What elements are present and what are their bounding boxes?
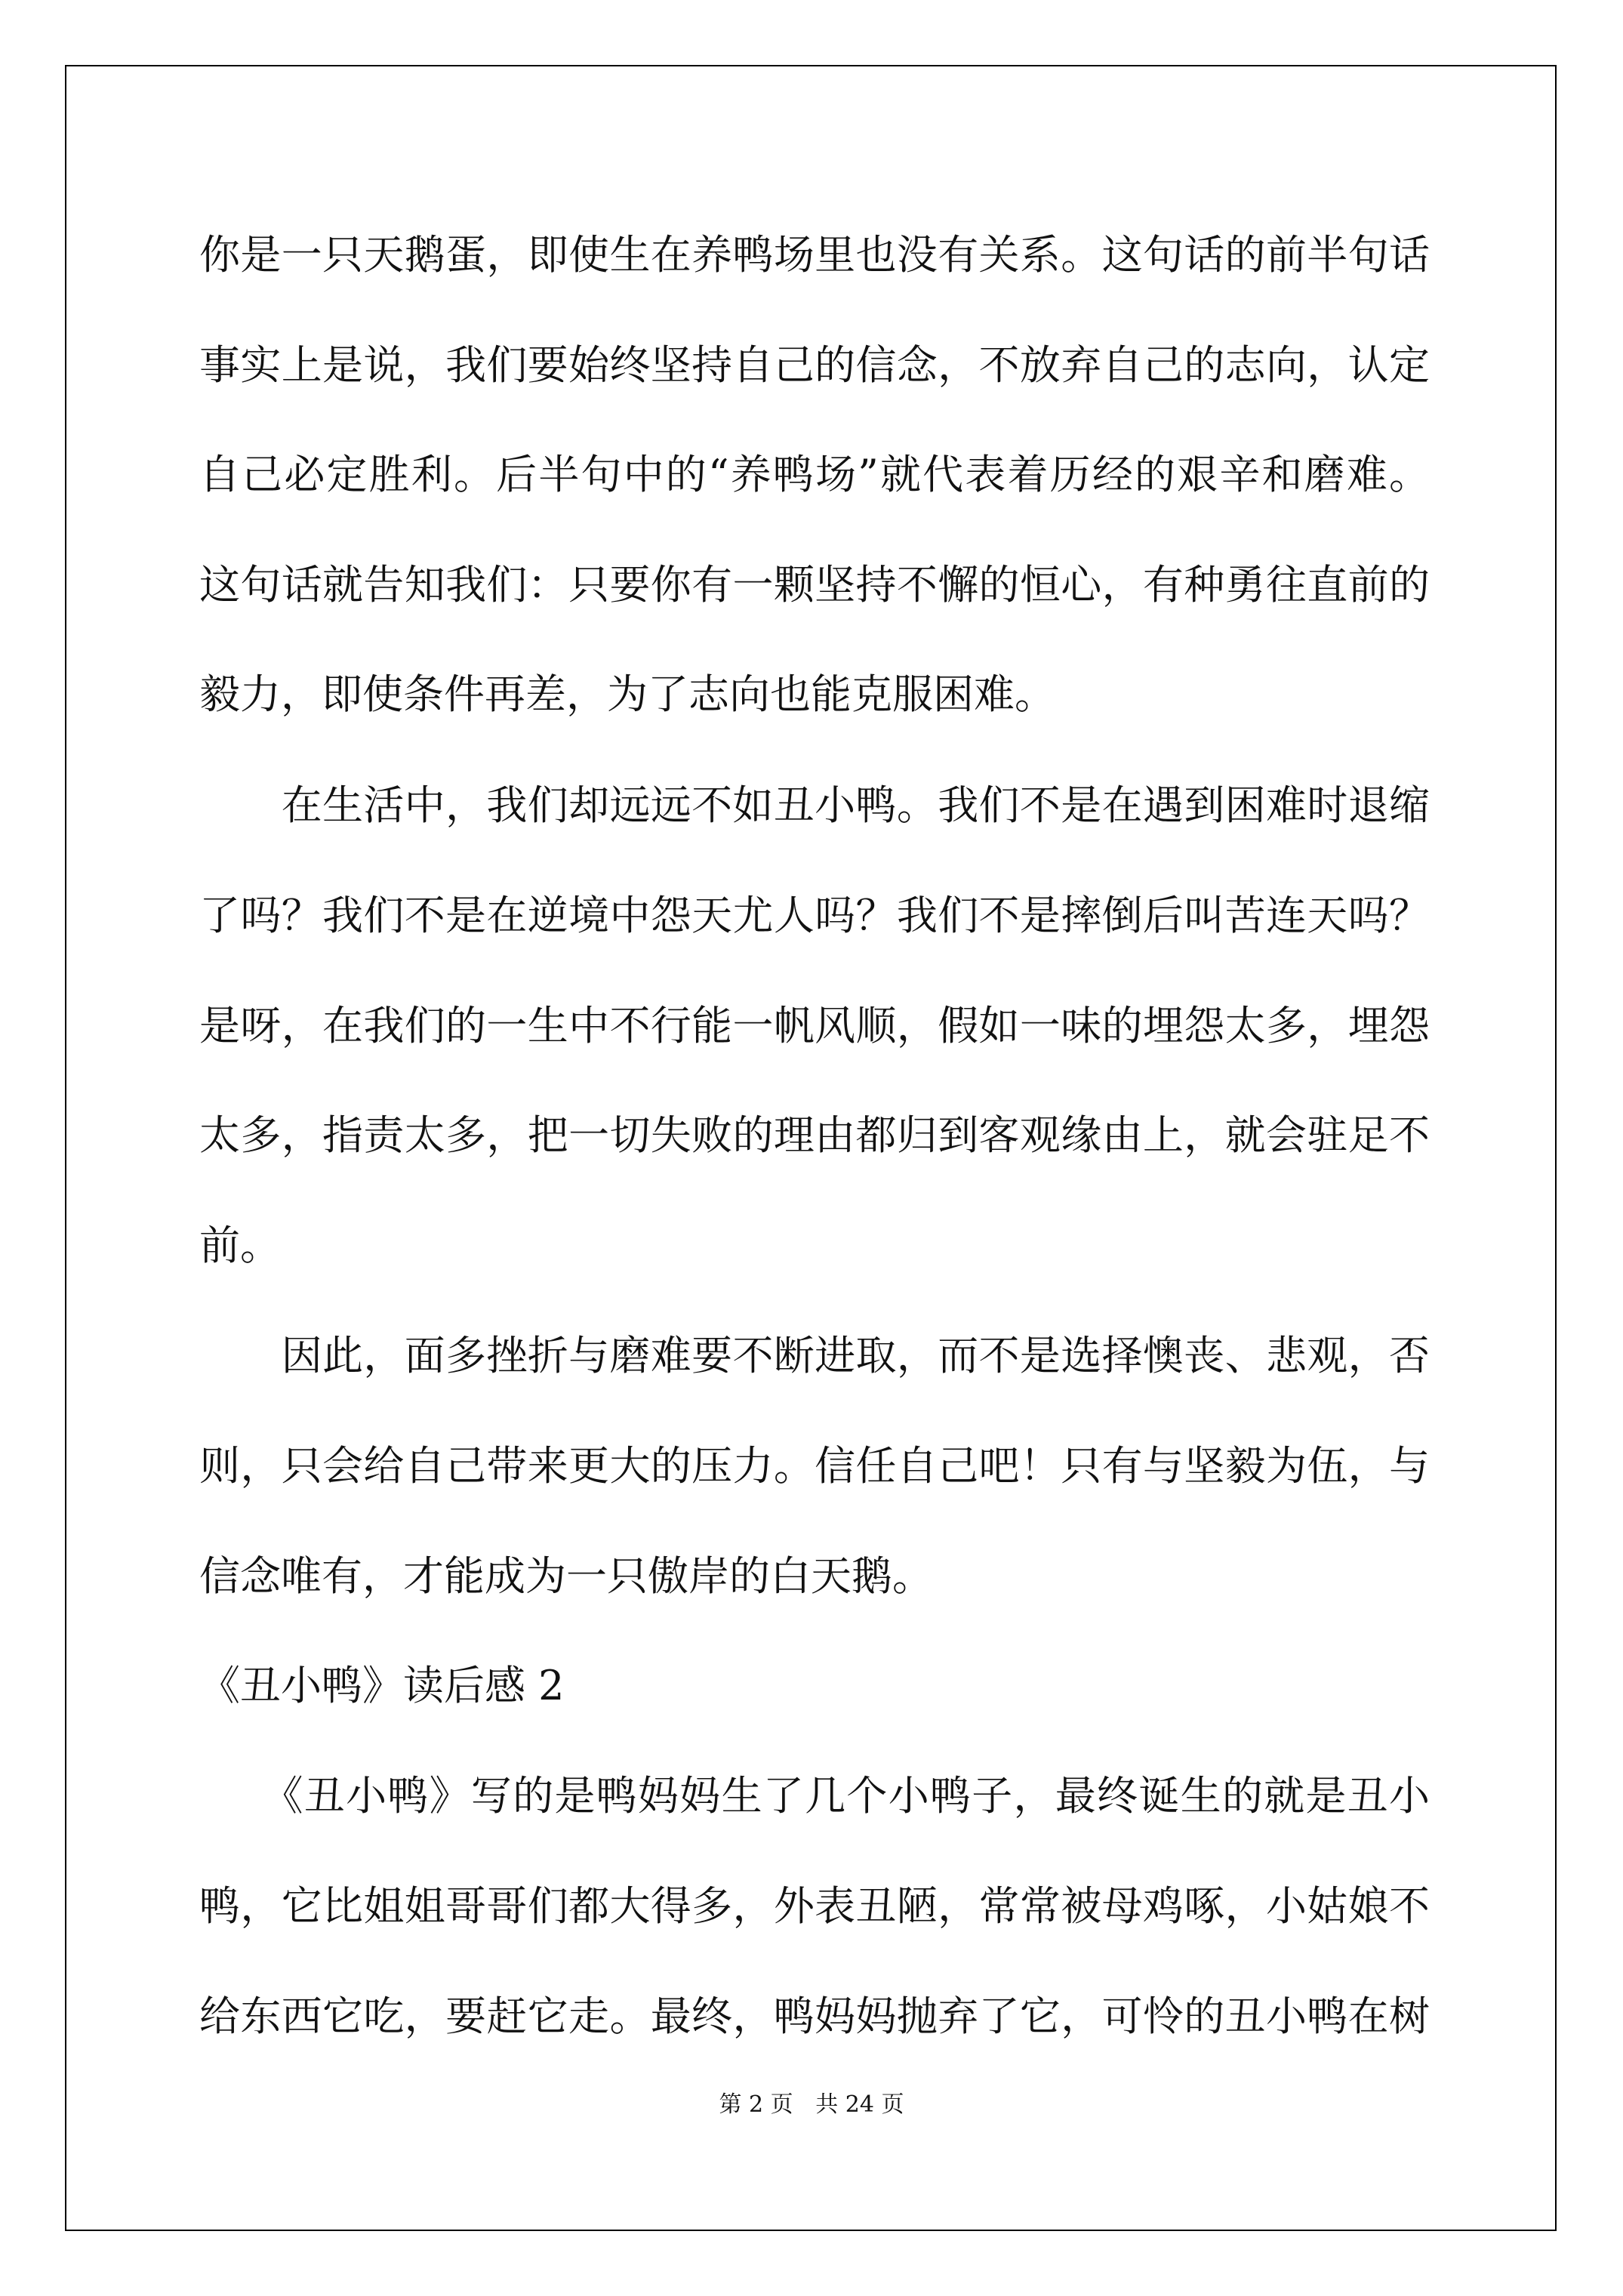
text-line: 信念唯有，才能成为一只傲岸的白天鹅。	[199, 1552, 933, 1600]
text-line: 太多，指责太多，把一切失败的理由都归到客观缘由上，就会驻足不	[199, 1111, 1430, 1159]
text-line: 《丑小鸭》写的是鸭妈妈生了几个小鸭子，最终诞生的就是丑小	[199, 1772, 1430, 1820]
text-line: 因此，面多挫折与磨难要不断进取，而不是选择懊丧、悲观，否	[199, 1332, 1430, 1379]
section-heading: 《丑小鸭》读后感 2	[199, 1662, 565, 1709]
page-total: 共 24 页	[815, 2091, 904, 2118]
text-line: 则，只会给自己带来更大的压力。信任自己吧！只有与坚毅为伍，与	[199, 1442, 1430, 1490]
text-line: 这句话就告知我们：只要你有一颗坚持不懈的恒心，有种勇往直前的	[199, 561, 1430, 609]
page-footer	[0, 2090, 1623, 2120]
text-line: 是呀，在我们的一生中不行能一帆风顺，假如一味的埋怨太多，埋怨	[199, 1002, 1430, 1049]
text-line: 在生活中，我们却远远不如丑小鸭。我们不是在遇到困难时退缩	[199, 781, 1430, 829]
text-line: 事实上是说，我们要始终坚持自己的信念，不放弃自己的志向，认定	[199, 341, 1430, 389]
text-line: 自己必定胜利。后半句中的“养鸭场”就代表着历经的艰辛和磨难。	[199, 451, 1430, 498]
text-line: 鸭，它比姐姐哥哥们都大得多，外表丑陋，常常被母鸡啄，小姑娘不	[199, 1882, 1430, 1930]
page-number: 第 2 页	[719, 2091, 793, 2118]
text-line: 毅力，即使条件再差，为了志向也能克服困难。	[199, 670, 1055, 718]
text-line: 前。	[199, 1222, 281, 1269]
text-line: 了吗？我们不是在逆境中怨天尤人吗？我们不是摔倒后叫苦连天吗？	[199, 892, 1430, 939]
text-line: 你是一只天鹅蛋，即使生在养鸭场里也没有关系。这句话的前半句话	[199, 231, 1430, 279]
text-line: 给东西它吃，要赶它走。最终，鸭妈妈抛弃了它，可怜的丑小鸭在树	[199, 1992, 1430, 2040]
